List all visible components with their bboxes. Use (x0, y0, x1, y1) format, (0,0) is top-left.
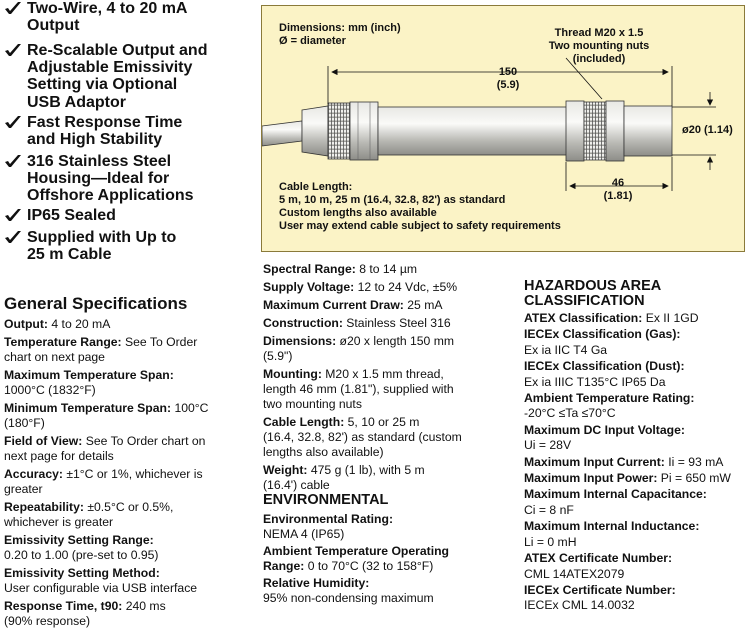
spec-value: 475 g (1 lb), with 5 m (310, 463, 425, 477)
spec-label: Accuracy: (4, 467, 63, 481)
spec-label: Minimum Temperature Span: (4, 401, 172, 415)
spec-label: Maximum Temperature Span: (4, 368, 174, 382)
spec-value: Stainless Steel 316 (346, 316, 451, 330)
spec-label: Supply Voltage: (263, 280, 355, 294)
diameter-label: ø20 (1.14) (682, 124, 733, 136)
spec-item (263, 280, 513, 295)
feature-item (4, 42, 254, 111)
thread-note: Thread M20 x 1.5 Two mounting nuts (included) (548, 27, 650, 65)
spec-value: greater (4, 482, 43, 496)
spec-label: Maximum Input Current: (524, 454, 665, 469)
hazardous-list (524, 311, 748, 615)
spec-value: 25 mA (407, 298, 443, 312)
feature-text: Housing—Ideal for (27, 170, 170, 188)
spec-label: ATEX Classification: (524, 311, 643, 325)
spec-item (4, 317, 259, 332)
cable-note: Cable Length: 5 m, 10 m, 25 m (16.4, 32.8, 82') as standard Custom lengths also available User may extend cable subject to safety requirements (279, 181, 561, 232)
spec-label: Output: (4, 317, 48, 331)
mounting-nuts (566, 101, 672, 161)
spec-value: (180°F) (4, 416, 45, 430)
hazardous-title: HAZARDOUS AREA CLASSIFICATION (524, 278, 662, 309)
spec-item (4, 434, 259, 464)
spec-item (263, 512, 513, 542)
spec-item (4, 500, 259, 530)
feature-item (4, 229, 254, 263)
spec-value: chart on next page (4, 350, 105, 364)
spec-value: 0.20 to 1.00 (pre-set to 0.95) (4, 548, 159, 562)
feature-text: IP65 Sealed (27, 207, 116, 224)
sensor-body (378, 107, 576, 155)
spec-value: two mounting nuts (263, 397, 362, 411)
spec-item (524, 423, 748, 454)
spec-value: Ex II 1GD (645, 311, 699, 325)
spec-value: whichever is greater (4, 515, 114, 529)
spec-value: lengths also available) (263, 445, 384, 459)
feature-text: and High Stability (27, 131, 163, 149)
checkmark-icon (4, 43, 22, 58)
checkmark-icon (4, 115, 22, 130)
spec-item (263, 334, 513, 364)
checkmark-icon (4, 154, 22, 169)
spec-label: Maximum Internal Capacitance: (524, 487, 707, 502)
spec-value: 95% non-condensing maximum (263, 591, 434, 605)
spec-value: Ex ia IIIC T135°C IP65 Da (524, 374, 666, 389)
spec-item (524, 327, 748, 358)
feature-text: 25 m Cable (27, 246, 112, 264)
spec-label: IECEx Classification (Gas): (524, 327, 681, 342)
spec-label: Construction: (263, 316, 343, 330)
cable (262, 121, 302, 146)
feature-item (4, 153, 254, 205)
spec-value: 12 to 24 Vdc, ±5% (357, 280, 458, 294)
thread-length-label: 46 (1.81) (603, 177, 633, 202)
spec-value: NEMA 4 (IP65) (263, 527, 345, 541)
spec-value: 0 to 70°C (32 to 158°F) (307, 559, 434, 573)
feature-text: Two-Wire, 4 to 20 mA (27, 0, 188, 17)
feature-text: 316 Stainless Steel (27, 153, 172, 170)
spec-list-middle (263, 262, 513, 496)
spec-value: CML 14ATEX2079 (524, 566, 625, 581)
spec-label: Repeatability: (4, 500, 84, 514)
dimensions-note: Dimensions: mm (inch) Ø = diameter (279, 22, 401, 47)
spec-item (524, 519, 748, 550)
feature-item (4, 114, 254, 148)
checkmark-icon (4, 230, 22, 245)
total-length-label: 150 (5.9) (496, 66, 520, 91)
spec-value: M20 x 1.5 mm thread, (325, 367, 444, 381)
environmental-title: ENVIRONMENTAL (263, 492, 389, 508)
spec-item (4, 566, 259, 596)
spec-label: Field of View: (4, 434, 83, 448)
spec-value: (16.4') cable (263, 478, 330, 492)
spec-item (4, 401, 259, 431)
spec-label: Weight: (263, 463, 308, 477)
cable-gland (302, 102, 378, 160)
spec-value: 5, 10 or 25 m (347, 415, 420, 429)
spec-label: Mounting: (263, 367, 322, 381)
feature-text: Offshore Applications (27, 187, 194, 205)
spec-item (4, 533, 259, 563)
spec-item (263, 367, 513, 412)
spec-item (524, 551, 748, 582)
spec-label: Relative Humidity: (263, 576, 370, 590)
spec-label: Spectral Range: (263, 262, 356, 276)
spec-item (263, 576, 513, 606)
spec-value: -20°C ≤Ta ≤70°C (524, 406, 616, 421)
spec-value: See To Order chart on (85, 434, 206, 448)
spec-value: Ci = 8 nF (524, 502, 574, 517)
spec-item (4, 467, 259, 497)
spec-value: next page for details (4, 449, 114, 463)
spec-value: Ii = 93 mA (668, 454, 724, 469)
spec-item (4, 599, 259, 629)
spec-item (263, 415, 513, 460)
spec-label: Response Time, t90: (4, 599, 123, 613)
spec-value: length 46 mm (1.81"), supplied with (263, 382, 454, 396)
spec-label: Ambient Temperature Rating: (524, 391, 695, 406)
spec-value: Ui = 28V (524, 438, 572, 453)
spec-item (524, 391, 748, 422)
spec-item (524, 583, 748, 614)
spec-value: 1000°C (1832°F) (4, 383, 96, 397)
spec-value: 8 to 14 µm (359, 262, 418, 276)
spec-value: 4 to 20 mA (51, 317, 111, 331)
spec-value: 240 ms (125, 599, 166, 613)
feature-item (4, 207, 254, 224)
feature-text: Setting via Optional (27, 76, 178, 94)
spec-value: (90% response) (4, 614, 91, 628)
feature-text: Supplied with Up to (27, 229, 177, 246)
spec-value: ±0.5°C or 0.5%, (87, 500, 174, 514)
spec-label: Cable Length: (263, 415, 345, 429)
spec-value: IECEx CML 14.0032 (524, 598, 635, 613)
spec-label: Emissivity Setting Method: (4, 566, 160, 580)
general-spec-list (4, 317, 259, 632)
feature-text: Fast Response Time (27, 114, 183, 131)
spec-item (524, 455, 748, 470)
feature-text: Adjustable Emissivity (27, 59, 193, 77)
checkmark-icon (4, 208, 22, 223)
spec-label: Maximum Current Draw: (263, 298, 404, 312)
spec-item (524, 359, 748, 390)
spec-item (524, 487, 748, 518)
spec-item (4, 368, 259, 398)
spec-label: ATEX Certificate Number: (524, 551, 673, 566)
spec-value: User configurable via USB interface (4, 581, 198, 595)
spec-value: ø20 x length 150 mm (339, 334, 455, 348)
spec-item (524, 311, 748, 326)
spec-item (524, 471, 748, 486)
spec-value: (16.4, 32.8, 82') as standard (custom (263, 430, 462, 444)
spec-label: Maximum DC Input Voltage: (524, 422, 685, 437)
spec-item (263, 262, 513, 277)
spec-label: IECEx Certificate Number: (524, 582, 676, 597)
feature-text: USB Adaptor (27, 93, 126, 111)
spec-item (4, 335, 259, 365)
spec-label: Range: (263, 559, 305, 573)
spec-value: 100°C (174, 401, 209, 415)
spec-item (263, 316, 513, 331)
general-spec-title: General Specifications (4, 294, 188, 313)
spec-value: ±1°C or 1%, whichever is (66, 467, 203, 481)
spec-label: Dimensions: (263, 334, 337, 348)
spec-label: Maximum Internal Inductance: (524, 519, 700, 534)
spec-item (263, 463, 513, 493)
spec-item (263, 298, 513, 313)
environmental-list (263, 512, 513, 608)
checkmark-icon (4, 1, 22, 16)
spec-label: Temperature Range: (4, 335, 122, 349)
feature-text: Re-Scalable Output and (27, 42, 208, 59)
spec-item (263, 544, 513, 574)
spec-label: Maximum Input Power: (524, 471, 658, 486)
spec-value: Ex ia IIC T4 Ga (524, 342, 608, 357)
spec-label: IECEx Classification (Dust): (524, 359, 685, 374)
dimension-diagram (261, 5, 745, 252)
spec-value: Pi = 650 mW (660, 471, 731, 486)
feature-text: Output (27, 17, 80, 35)
spec-label: Environmental Rating: (263, 512, 394, 526)
spec-value: (5.9") (263, 349, 293, 363)
spec-value: See To Order (125, 335, 198, 349)
spec-label: Emissivity Setting Range: (4, 533, 154, 547)
spec-value: Li = 0 mH (524, 534, 577, 549)
spec-label: Ambient Temperature Operating (263, 544, 450, 558)
feature-item (4, 0, 254, 34)
